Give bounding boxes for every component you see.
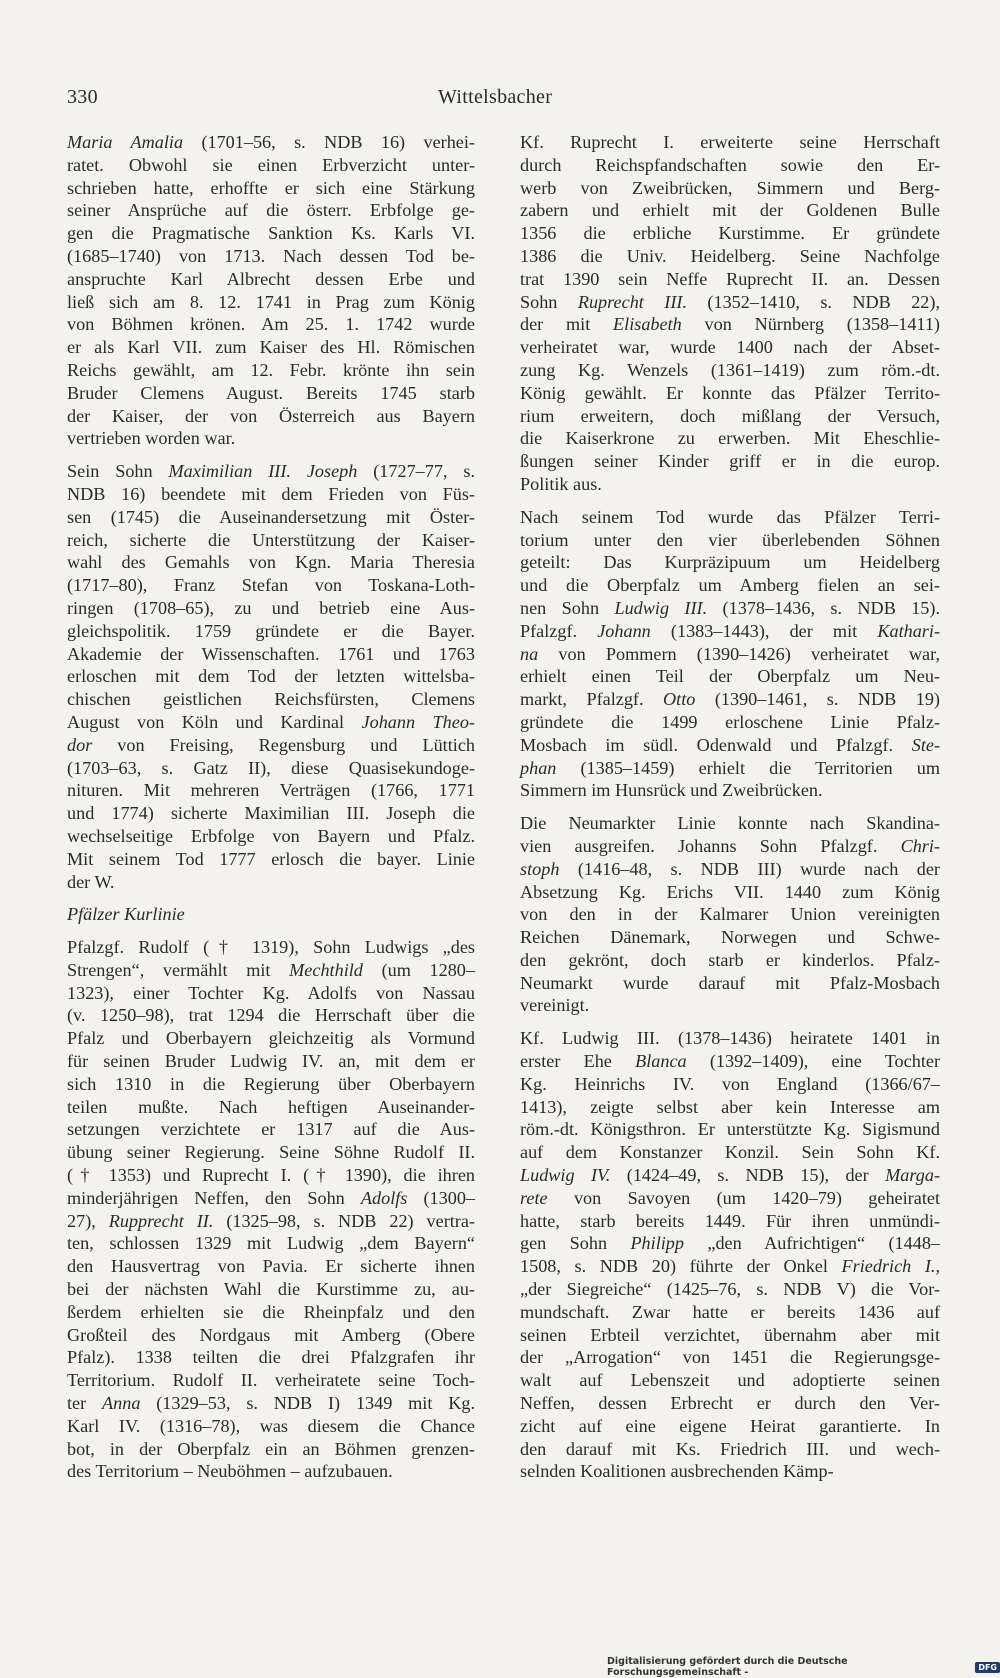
text-line: Sein Sohn Maximilian III. Joseph (1727–77, s. [67, 461, 475, 482]
text-line: gen Sohn Philipp „den Aufrichtigen“ (1448– [520, 1233, 941, 1254]
text-line: Pfälzer Kurlinie [67, 904, 185, 925]
text-line: selnden Koalitionen ausbrechenden Kämp- [520, 1461, 834, 1482]
text-line: Sohn Ruprecht III. (1352–1410, s. NDB 22), [520, 291, 941, 312]
text-line: 27), Rupprecht II. (1325–98, s. NDB 22) vertra- [67, 1210, 475, 1231]
page-number: 330 [67, 86, 98, 108]
text-line: Nach seinem Tod wurde das Pfälzer Terri- [520, 506, 940, 527]
paragraph-gap [520, 496, 940, 506]
text-line: chischen geistlichen Reichsfürsten, Clemens [67, 689, 475, 710]
text-line: walt auf Lebenszeit und adoptierte seinen [520, 1370, 940, 1391]
text-line: seinen Erbteil verzichtet, übernahm aber mit [520, 1324, 940, 1345]
text-line: vertrieben worden war. [67, 428, 236, 449]
text-line: rete von Savoyen (um 1420–79) geheiratet [520, 1187, 940, 1208]
footer-credit: Digitalisierung gefördert durch die Deutsche Forschungsgemeinschaft - [607, 1656, 848, 1678]
text-line: Akademie der Wissenschaften. 1761 und 1763 [67, 643, 475, 664]
text-line: Territorium. Rudolf II. verheiratete seine Toch- [67, 1370, 475, 1391]
paragraph-gap [520, 1017, 940, 1027]
running-title: Wittelsbacher [438, 86, 553, 108]
text-line: des Territorium – Neuböhmen – aufzubauen. [67, 1461, 393, 1482]
paragraph-gap [67, 450, 475, 460]
text-line: markt, Pfalzgf. Otto (1390–1461, s. NDB 19) [520, 689, 940, 710]
text-line: röm.-dt. Königsthron. Er unterstützte Kg. Sigismund [520, 1119, 940, 1140]
text-line: 1386 die Univ. Heidelberg. Seine Nachfolge [520, 245, 940, 266]
text-line: auf dem Konstanzer Konzil. Sein Sohn Kf. [520, 1142, 940, 1163]
text-line: den Hausvertrag von Pavia. Er sicherte ihnen [67, 1256, 475, 1277]
text-line: Pfalzgf. Johann (1383–1443), der mit Kathari- [520, 620, 940, 641]
text-line: Mit seinem Tod 1777 erlosch die bayer. Linie [67, 848, 475, 869]
text-line: Maria Amalia (1701–56, s. NDB 16) verhei- [67, 132, 475, 152]
text-line: Ludwig IV. (1424–49, s. NDB 15), der Marga- [520, 1165, 940, 1186]
text-line: hatte, starb bereits 1449. Für ihren unmündi- [520, 1210, 940, 1231]
text-line: 1356 die erbliche Kurstimme. Er gründete [520, 223, 940, 244]
text-line: gen die Pragmatische Sanktion Ks. Karls VI. [67, 223, 475, 244]
text-line: und 1774) sicherte Maximilian III. Joseph die [67, 803, 475, 824]
text-line: erhielt einen Teil der Oberpfalz um Neu- [520, 666, 940, 687]
text-line: phan (1385–1459) erhielt die Territorien um [520, 757, 940, 778]
text-line: gleichspolitik. 1759 gründete er die Bayer. [67, 620, 475, 641]
text-line: vien ausgreifen. Johanns Sohn Pfalzgf. Chri- [520, 835, 940, 856]
text-line: NDB 16) beendete mit dem Frieden von Füs- [67, 483, 475, 504]
text-line: erloschen mit dem Tod der letzten wittelsba- [67, 666, 475, 687]
dfg-logo-icon: DFG [975, 1662, 1000, 1673]
right-column [520, 131, 940, 1483]
text-line: zabern und erhielt mit der Goldenen Bulle [520, 200, 940, 221]
text-line: vereinigt. [520, 995, 590, 1016]
text-line: wahl des Gemahls von Kgn. Maria Theresia [67, 552, 475, 573]
text-line: für seinen Bruder Ludwig IV. an, mit dem er [67, 1051, 475, 1072]
text-line: seiner Ansprüche auf die österr. Erbfolge ge- [67, 200, 475, 221]
text-line: Die Neumarkter Linie konnte nach Skandina- [520, 813, 940, 834]
text-line: Bruder Clemens August. Bereits 1745 starb [67, 382, 475, 403]
text-line: zung Kg. Wenzels (1361–1419) zum röm.-dt. [520, 359, 940, 380]
text-line: Pfalz und Oberbayern gleichzeitig als Vormund [67, 1028, 475, 1049]
text-line: wechselseitige Erbfolge von Bayern und Pfalz. [67, 825, 475, 846]
text-line: von Böhmen krönen. Am 25. 1. 1742 wurde [67, 314, 475, 335]
text-line: schrieben hatte, erhoffte er sich eine Stärkung [67, 177, 475, 198]
text-line: (1717–80), Franz Stefan von Toskana-Loth- [67, 575, 475, 596]
text-line: die Kaiserkrone zu erwerben. Mit Eheschlie- [520, 428, 940, 449]
text-line: der Kaiser, der von Österreich aus Bayern [67, 405, 475, 426]
text-line: ratet. Obwohl sie einen Erbverzicht unter- [67, 154, 475, 175]
text-line: gründete die 1499 erloschene Linie Pfalz- [520, 711, 940, 732]
text-line: „der Siegreiche“ (1425–76, s. NDB V) die Vor- [520, 1279, 940, 1300]
text-line: ließ sich am 8. 12. 1741 in Prag zum König [67, 291, 475, 312]
text-line: August von Köln und Kardinal Johann Theo- [67, 711, 475, 732]
text-line: stoph (1416–48, s. NDB III) wurde nach der [520, 858, 940, 879]
text-line: den darauf mit Ks. Friedrich III. und wech- [520, 1438, 940, 1459]
text-line: (v. 1250–98), trat 1294 die Herrschaft über die [67, 1005, 475, 1026]
text-line: den gekrönt, doch starb er kinderlos. Pfalz- [520, 949, 940, 970]
text-line: er als Karl VII. zum Kaiser des Hl. Römischen [67, 337, 475, 358]
text-line: Strengen“, vermählt mit Mechthild (um 1280– [67, 959, 475, 980]
text-line: Pfalzgf. Rudolf († 1319), Sohn Ludwigs „des [67, 937, 475, 958]
text-line: von den in der Kalmarer Union vereinigten [520, 904, 940, 925]
text-line: Neffen, dessen Erbrecht er durch den Ver- [520, 1393, 940, 1414]
text-line: und die Oberpfalz um Amberg fielen an sei- [520, 575, 940, 596]
text-line: ten, schlossen 1329 mit Ludwig „dem Bayern“ [67, 1233, 475, 1254]
text-line: Mosbach im südl. Odenwald und Pfalzgf. Ste- [520, 734, 940, 755]
text-line: Reichs gewählt, am 12. Febr. krönte ihn sein [67, 359, 475, 380]
paragraph-gap [67, 926, 475, 936]
text-line: der mit Elisabeth von Nürnberg (1358–1411) [520, 314, 940, 335]
text-line: König gewählt. Er konnte das Pfälzer Territo- [520, 382, 940, 403]
text-line: Kf. Ludwig III. (1378–1436) heiratete 1401 in [520, 1028, 940, 1049]
text-line: Karl IV. (1316–78), was diesem die Chance [67, 1415, 475, 1436]
text-line: Absetzung Kg. Erichs VII. 1440 zum König [520, 881, 940, 902]
text-line: Kg. Heinrichs IV. von England (1366/67– [520, 1073, 940, 1094]
text-line: ßungen seiner Kinder griff er in die europ. [520, 451, 940, 472]
text-line: Reichen Dänemark, Norwegen und Schwe- [520, 927, 940, 948]
text-line: teilen mußte. Nach heftigen Auseinander- [67, 1096, 475, 1117]
text-line: Großteil des Nordgaus mit Amberg (Obere [67, 1324, 475, 1345]
text-line: Neumarkt wurde darauf mit Pfalz-Mosbach [520, 972, 940, 993]
text-line: zicht auf eine eigene Heirat garantierte. In [520, 1415, 940, 1436]
text-line: bot, in der Oberpfalz ein an Böhmen grenzen- [67, 1438, 475, 1459]
text-line: Simmern im Hunsrück und Zweibrücken. [520, 780, 823, 801]
text-line: rium erweitern, doch mißlang der Versuch, [520, 405, 940, 426]
text-line: der „Arrogation“ von 1451 die Regierungsge- [520, 1347, 940, 1368]
text-line: werb von Zweibrücken, Simmern und Berg- [520, 177, 940, 198]
text-line: übung seiner Regierung. Seine Söhne Rudolf II. [67, 1142, 475, 1163]
text-line: dor von Freising, Regensburg und Lüttich [67, 734, 475, 755]
text-line: nituren. Mit mehreren Verträgen (1766, 1771 [67, 780, 475, 801]
text-line: reich, sicherte die Unterstützung der Kaiser- [67, 529, 475, 550]
text-line: sich 1310 in die Regierung über Oberbayern [67, 1073, 475, 1094]
text-line: durch Reichspfandschaften sowie den Er- [520, 154, 940, 175]
text-line: verheiratet war, wurde 1400 nach der Abset- [520, 337, 940, 358]
text-line: Pfalz). 1338 teilten die drei Pfalzgrafen ihr [67, 1347, 475, 1368]
text-line: 1508, s. NDB 20) führte der Onkel Friedrich I., [520, 1256, 940, 1277]
text-line: (1685–1740) von 1713. Nach dessen Tod be- [67, 245, 475, 266]
text-line: nen Sohn Ludwig III. (1378–1436, s. NDB 15). [520, 597, 941, 618]
text-line: setzungen verzichtete er 1317 auf die Aus- [67, 1119, 475, 1140]
text-line: ßerdem erhielten sie die Rheinpfalz und den [67, 1301, 475, 1322]
text-line: mundschaft. Zwar hatte er bereits 1436 auf [520, 1301, 940, 1322]
text-line: (1703–63, s. Gatz II), diese Quasisekundoge- [67, 757, 475, 778]
text-line: na von Pommern (1390–1426) verheiratet war, [520, 643, 940, 664]
text-line: minderjährigen Neffen, den Sohn Adolfs (1300– [67, 1187, 476, 1208]
text-line: ringen (1708–65), zu und betrieb eine Aus- [67, 597, 475, 618]
text-line: trat 1390 sein Neffe Ruprecht II. an. Dessen [520, 268, 940, 289]
paragraph-gap [67, 893, 475, 903]
text-line: anspruchte Karl Albrecht dessen Erbe und [67, 268, 475, 289]
text-line: bei der nächsten Wahl die Kurstimme zu, au- [67, 1279, 475, 1300]
text-line: der W. [67, 871, 115, 892]
text-line: Politik aus. [520, 473, 602, 494]
text-line: torium unter den vier überlebenden Söhnen [520, 529, 940, 550]
text-line: († 1353) und Ruprecht I. († 1390), die ihren [67, 1165, 475, 1186]
left-column [67, 131, 475, 1483]
text-line: ter Anna (1329–53, s. NDB I) 1349 mit Kg. [67, 1393, 475, 1414]
text-line: sen (1745) die Auseinandersetzung mit Öster- [67, 506, 475, 527]
text-line: 1413), zeigte selbst aber kein Interesse am [520, 1096, 940, 1117]
text-line: 1323), einer Tochter Kg. Adolfs von Nassau [67, 982, 475, 1003]
paragraph-gap [520, 802, 940, 812]
text-line: Kf. Ruprecht I. erweiterte seine Herrschaft [520, 132, 940, 152]
text-line: geteilt: Das Kurpräzipuum um Heidelberg [520, 552, 940, 573]
text-line: erster Ehe Blanca (1392–1409), eine Tochter [520, 1051, 941, 1072]
